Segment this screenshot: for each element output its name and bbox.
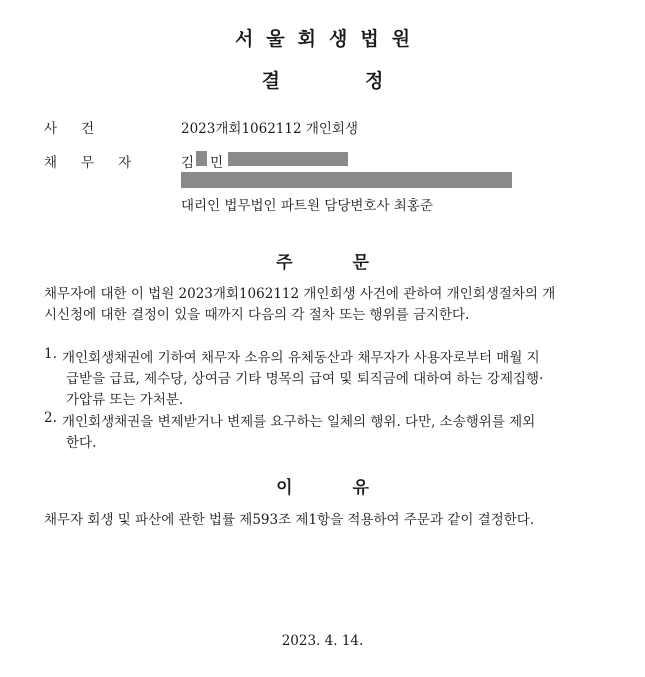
item-number: 1. [44,346,57,362]
item-line: 급받을 급료, 제수당, 상여금 기타 명목의 급여 및 퇴직금에 대하여 하는 강제집행· [66,371,544,387]
case-label: 사건 [44,121,119,137]
debtor-label: 채무자 [44,155,156,171]
document-type-title: 결정 [261,70,469,92]
decision-date: 2023. 4. 14. [281,633,364,649]
item-line: 개인회생채권을 변제받거나 변제를 요구하는 일체의 행위. 다만, 소송행위를 제외 [62,414,536,430]
order-paragraph-line: 채무자에 대한 이 법원 2023개회1062112 개인회생 사건에 관하여 개인회생절차의 개 [44,286,556,302]
debtor-name-initial: 김 [181,155,195,171]
redaction-bar [228,152,348,166]
item-line: 가압류 또는 가처분. [66,392,184,408]
item-line: 개인회생채권에 기하여 채무자 소유의 유체동산과 채무자가 사용자로부터 매월 지 [62,350,540,366]
redaction-bar [196,151,207,166]
order-heading: 주문 [276,253,429,273]
item-number: 2. [44,410,57,426]
debtor-name-suffix: 민 [210,155,224,171]
legal-agent: 대리인 법무법인 파트원 담당변호사 최홍준 [181,198,433,214]
reason-heading: 이유 [276,478,429,498]
court-name: 서울회생법원 [234,28,424,50]
redaction-bar [181,172,512,188]
item-line: 한다. [66,435,97,451]
case-number: 2023개회1062112 개인회생 [181,121,359,137]
reason-text: 채무자 회생 및 파산에 관한 법률 제593조 제1항을 적용하여 주문과 같이 결정한다. [44,512,535,528]
order-paragraph-line: 시신청에 대한 결정이 있을 때까지 다음의 각 절차 또는 행위를 금지한다. [44,307,470,323]
